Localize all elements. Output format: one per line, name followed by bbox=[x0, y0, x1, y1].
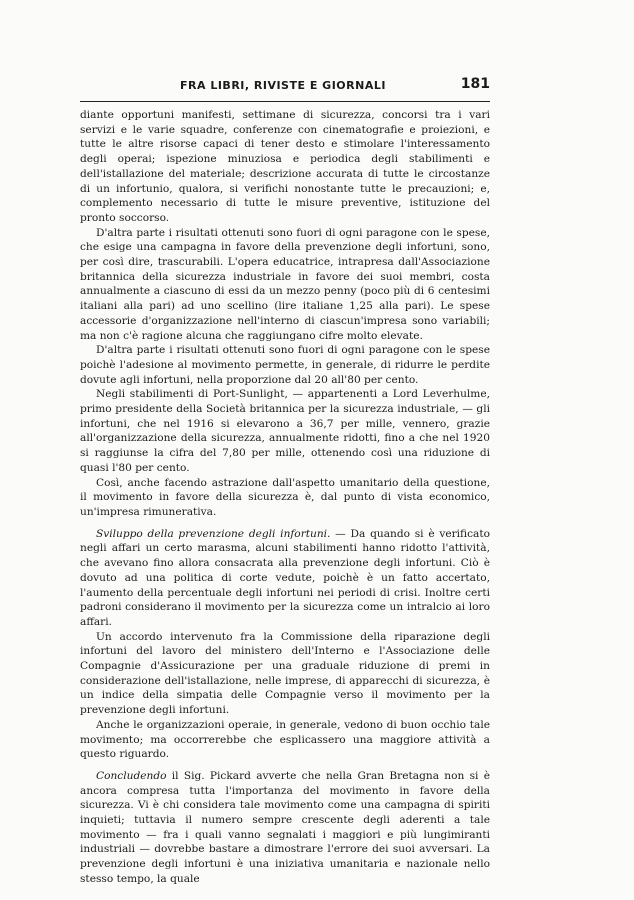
paragraph: D'altra parte i risultati ottenuti sono fuori di ogni paragone con le spese poichè l'adesione al movimento permette, in generale, di ridurre le perdite dovute agli infortuni, nella proporzione dal 20 all'80 per cento. bbox=[80, 344, 490, 386]
paragraph: Un accordo intervenuto fra la Commissione della riparazione degli infortuni del lavoro del ministero dell'Interno e l'Associazione delle Compagnie d'Assicurazione per una graduale riduzione di premi in considerazione dell'istallazione, nelle imprese, di apparecchi di sicurezza, è un indice della simpatia delle Compagnie verso il movimento per la prevenzione degli infortuni. bbox=[80, 630, 490, 717]
paragraph bbox=[80, 527, 490, 630]
paragraph: Negli stabilimenti di Port-Sunlight, — appartenenti a Lord Leverhulme, primo presidente della Società britannica per la sicurezza industriale, — gli infortuni, che nel 1916 si elevarono a 36,7 per mille, vennero, grazie all'organizzazione della sicurezza, annualmente ridotti, fino a che nel 1920 si raggiunse la cifra del 7,80 per mille, ottenendo così una riduzione di quasi l'80 per cento. bbox=[80, 388, 490, 474]
paragraph bbox=[80, 769, 490, 887]
body-text bbox=[80, 108, 490, 887]
section-heading: Sviluppo della prevenzione degli infortuni. bbox=[96, 527, 331, 540]
paragraph: Così, anche facendo astrazione dall'aspetto umanitario della questione, il movimento in favore della sicurezza è, dal punto di vista economico, un'impresa rimunerativa. bbox=[80, 476, 490, 518]
paragraph-text: — Da quando si è verificato negli affari un certo marasma, alcuni stabilimenti hanno ridotto l'attività, che avevano fino allora consacrata alla prevenzione degli infortuni. Ciò è dovuto ad una politica di corte vedute, poichè è un fatto accertato, l'aumento della percentuale degli infortuni nei periodi di crisi. Inoltre certi padroni considerano il movimento per la sicurezza come un intralcio ai loro affari. bbox=[80, 527, 490, 628]
header-rule bbox=[80, 101, 490, 102]
paragraph-text: il Sig. Pickard avverte che nella Gran Bretagna non si è ancora compresa tutta l'importanza del movimento in favore della sicurezza. Vi è chi considera tale movimento come una campagna di spiriti inquieti; tuttavia il numero sempre crescente degli aderenti a tale movimento — fra i quali vanno segnalati i maggiori e più lungimiranti industriali — dovrebbe bastare a dimostrare l'errore dei suoi avversari. La prevenzione degli infortuni è una iniziativa umanitaria e nazionale nello stesso tempo, la quale bbox=[80, 769, 490, 885]
section-heading: Concludendo bbox=[96, 769, 167, 782]
paragraph: D'altra parte i risultati ottenuti sono fuori di ogni paragone con le spese, che esige una campagna in favore della prevenzione degli infortuni, sono, per così dire, trascurabili. L'opera educatrice, intrapresa dall'Associazione britannica della sicurezza industriale in favore dei suoi membri, costa annualmente a ciascuno di essi da un mezzo penny (poco più di 6 centesimi italiani alla pari) ad uno scellino (lire italiane 1,25 alla pari). Le spese accessorie d'organizzazione nell'interno di ciascun'impresa sono variabili; ma non c'è ragione alcuna che raggiungano cifre molto elevate. bbox=[80, 226, 490, 342]
paragraph: diante opportuni manifesti, settimane di sicurezza, concorsi tra i vari servizi e le varie squadre, conferenze con cinematografie e proiezioni, e tutte le altre risorse capaci di tener desto e stimolare l'interessamento degli operai; ispezione minuziosa e periodica degli stabilimenti e dell'istallazione del materiale; descrizione accurata di tutte le circostanze di un infortunio, qualora, si verifichi nonostante tutte le precauzioni; e, complemento necessario di tutte le misure preventive, istituzione del pronto soccorso. bbox=[80, 109, 490, 224]
running-header bbox=[80, 76, 490, 98]
paragraph: Anche le organizzazioni operaie, in generale, vedono di buon occhio tale movimento; ma occorrerebbe che esplicassero una maggiore attività a questo riguardo. bbox=[80, 718, 490, 761]
page-number: 181 bbox=[460, 76, 490, 92]
running-title: FRA LIBRI, RIVISTE E GIORNALI bbox=[180, 79, 386, 92]
